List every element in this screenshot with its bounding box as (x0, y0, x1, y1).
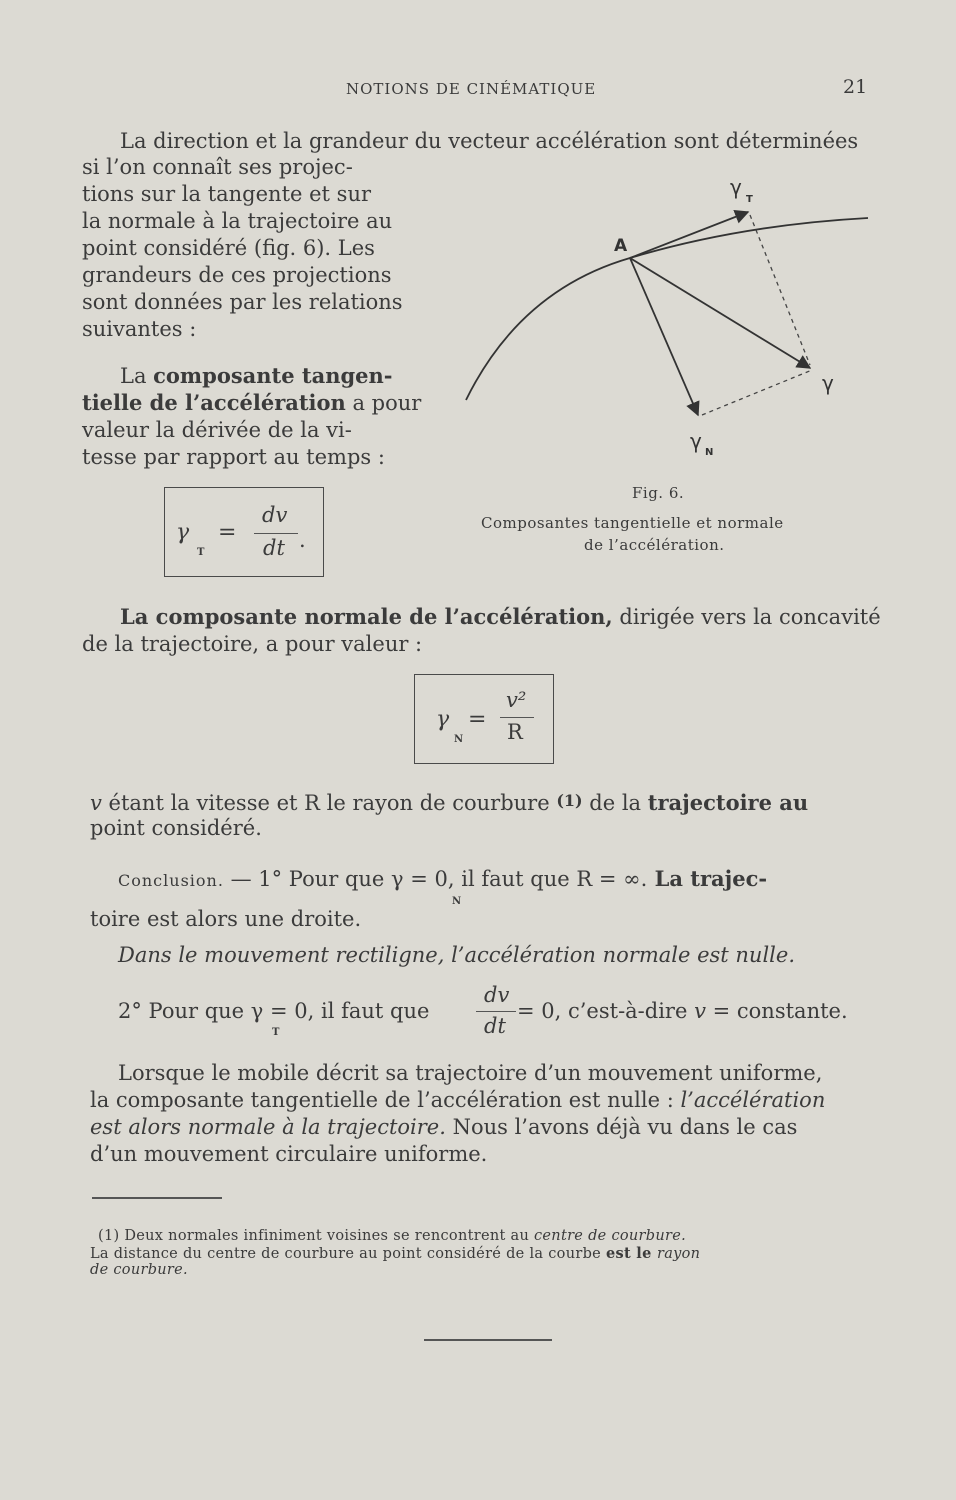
tangential-line-2: tielle de l’accélération a pour (82, 390, 422, 415)
conclusion-subscript: N (452, 896, 462, 907)
footnote-separator (92, 1197, 222, 1199)
tangential-line-3: valeur la dérivée de la vi- (82, 418, 352, 442)
trajectory-curve (466, 218, 868, 400)
conclusion-line-1: Conclusion. — 1° Pour que γ = 0, il faut que R = ∞. La trajec- (118, 866, 768, 891)
running-head: NOTIONS DE CINÉMATIQUE (346, 80, 597, 98)
second-condition-denominator: dt (484, 1014, 506, 1038)
label-A: A (614, 236, 628, 256)
tangential-line-4: tesse par rapport au temps : (82, 445, 385, 469)
intro-line-8: suivantes : (82, 317, 197, 341)
uniform-line-1: Lorsque le mobile décrit sa trajectoire d’un mouvement uniforme, (118, 1061, 823, 1085)
normal-line-2: de la trajectoire, a pour valeur : (82, 632, 423, 656)
intro-line-2: si l’on connaît ses projec- (82, 155, 353, 179)
label-gamma-n: γ (690, 429, 702, 453)
conclusion-line-2: toire est alors une droite. (90, 907, 362, 931)
formula1-period: . (299, 528, 306, 552)
velocity-line-1: v étant la vitesse et R le rayon de courbure (1) de la trajectoire au (90, 790, 809, 815)
projection-dash-n (702, 370, 812, 415)
end-rule (424, 1339, 552, 1341)
normal-line-1: La composante normale de l’accélération, dirigée vers la concavité (120, 604, 881, 629)
footnote-line-2: La distance du centre de courbure au point considéré de la courbe est le rayon (90, 1245, 701, 1262)
formula1-subscript: T (197, 547, 205, 558)
second-condition-fraction-bar (476, 1011, 516, 1012)
velocity-line-2: point considéré. (90, 816, 262, 840)
intro-line-7: sont données par les relations (82, 290, 403, 314)
figure-caption-line-2: de l’accélération. (584, 536, 725, 554)
uniform-line-3: est alors normale à la trajectoire. Nous l’avons déjà vu dans le cas (90, 1115, 798, 1139)
gamma-t-vector (630, 212, 748, 258)
label-gamma-t-sub: T (746, 194, 753, 205)
formula2-gamma: γ (436, 707, 450, 732)
tangential-line-1: La composante tangen- (120, 363, 393, 388)
formula1-denominator: dt (263, 536, 285, 560)
formula1-gamma: γ (176, 520, 190, 545)
intro-line-4: la normale à la trajectoire au (82, 209, 393, 233)
second-condition-numerator: dv (484, 983, 510, 1007)
intro-line-6: grandeurs de ces projections (82, 263, 392, 287)
formula1-fraction-bar (254, 533, 298, 534)
intro-line-3: tions sur la tangente et sur (82, 182, 372, 206)
second-condition-a: 2° Pour que γ = 0, il faut que (118, 999, 430, 1023)
formula2-subscript: N (454, 734, 464, 745)
conclusion-italic-statement: Dans le mouvement rectiligne, l’accélération normale est nulle. (118, 943, 795, 967)
gamma-vector (630, 258, 810, 368)
figure-6-diagram (440, 150, 880, 470)
page-number: 21 (843, 76, 868, 98)
figure-number: Fig. 6. (632, 484, 685, 502)
formula2-numerator: v² (506, 688, 527, 712)
second-condition-b: = 0, c’est-à-dire v = constante. (517, 999, 848, 1023)
formula2-fraction-bar (500, 717, 534, 718)
footnote-line-3: de courbure. (90, 1262, 188, 1278)
label-gamma-t: γ (730, 175, 742, 199)
formula1-numerator: dv (262, 503, 288, 527)
intro-line-5: point considéré (fig. 6). Les (82, 236, 375, 260)
formula2-denominator: R (507, 720, 523, 744)
intro-line-1: La direction et la grandeur du vecteur accélération sont déterminées (120, 129, 859, 153)
gamma-n-vector (630, 258, 698, 415)
figure-caption-line-1: Composantes tangentielle et normale (481, 514, 784, 532)
formula1-equals: = (218, 520, 237, 545)
projection-dash-t (750, 215, 810, 365)
label-gamma-n-sub: N (705, 447, 714, 458)
second-condition-subscript: T (272, 1027, 280, 1038)
footnote-line-1: (1) Deux normales infiniment voisines se rencontrent au centre de courbure. (98, 1228, 687, 1244)
label-gamma: γ (822, 371, 834, 395)
uniform-line-2: la composante tangentielle de l’accélération est nulle : l’accélération (90, 1088, 826, 1112)
uniform-line-4: d’un mouvement circulaire uniforme. (90, 1142, 488, 1166)
formula2-equals: = (468, 707, 487, 732)
